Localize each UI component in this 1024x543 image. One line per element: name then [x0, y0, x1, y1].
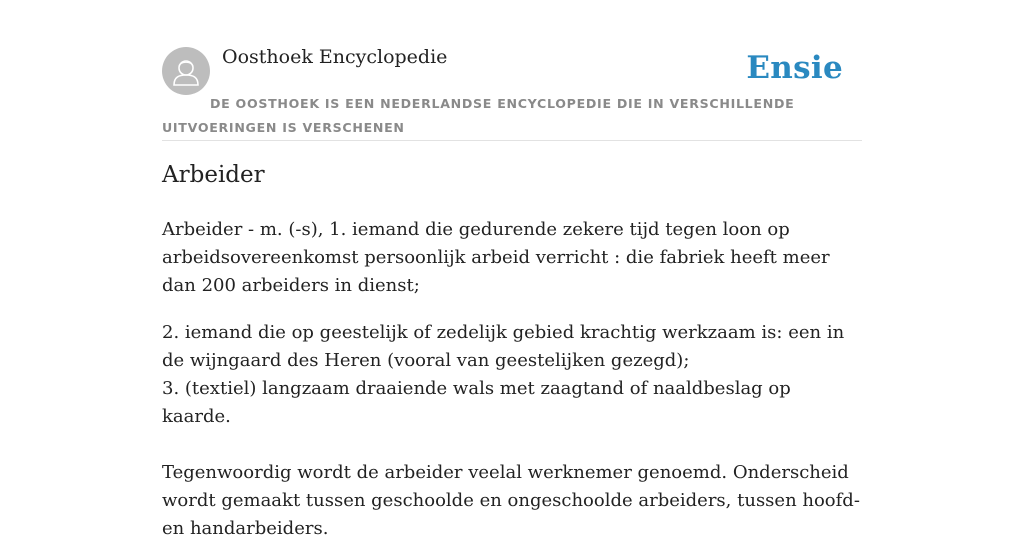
article-title: Arbeider	[162, 162, 265, 188]
avatar[interactable]	[162, 47, 210, 95]
user-icon	[162, 47, 210, 95]
paragraph-definition-3: 3. (textiel) langzaam draaiende wals met zaagtand of naaldbeslag op kaarde.	[162, 378, 791, 427]
paragraph-definition-1: Arbeider - m. (-s), 1. iemand die gedurende zekere tijd tegen loon op arbeidsovereenkomst persoonlijk arbeid verricht : die fabriek heeft meer dan 200 arbeiders in dienst;	[162, 219, 830, 296]
page-container	[162, 0, 862, 539]
source-header	[162, 0, 862, 141]
brand-logo[interactable]: Ensie	[746, 50, 843, 86]
paragraph-definition-2: 2. iemand die op geestelijk of zedelijk gebied krachtig werkzaam is: een in de wijngaard des Heren (vooral van geestelijken gezegd);	[162, 322, 845, 371]
source-tagline: DE OOSTHOEK IS EEN NEDERLANDSE ENCYCLOPEDIE DIE IN VERSCHILLENDE UITVOERINGEN IS VERSCHENEN	[162, 96, 795, 135]
paragraph-note: Tegenwoordig wordt de arbeider veelal werknemer genoemd. Onderscheid wordt gemaakt tussen geschoolde en ongeschoolde arbeiders, tussen hoofd- en handarbeiders.	[162, 462, 860, 539]
article-body	[162, 216, 862, 543]
source-name[interactable]: Oosthoek Encyclopedie	[222, 46, 448, 68]
